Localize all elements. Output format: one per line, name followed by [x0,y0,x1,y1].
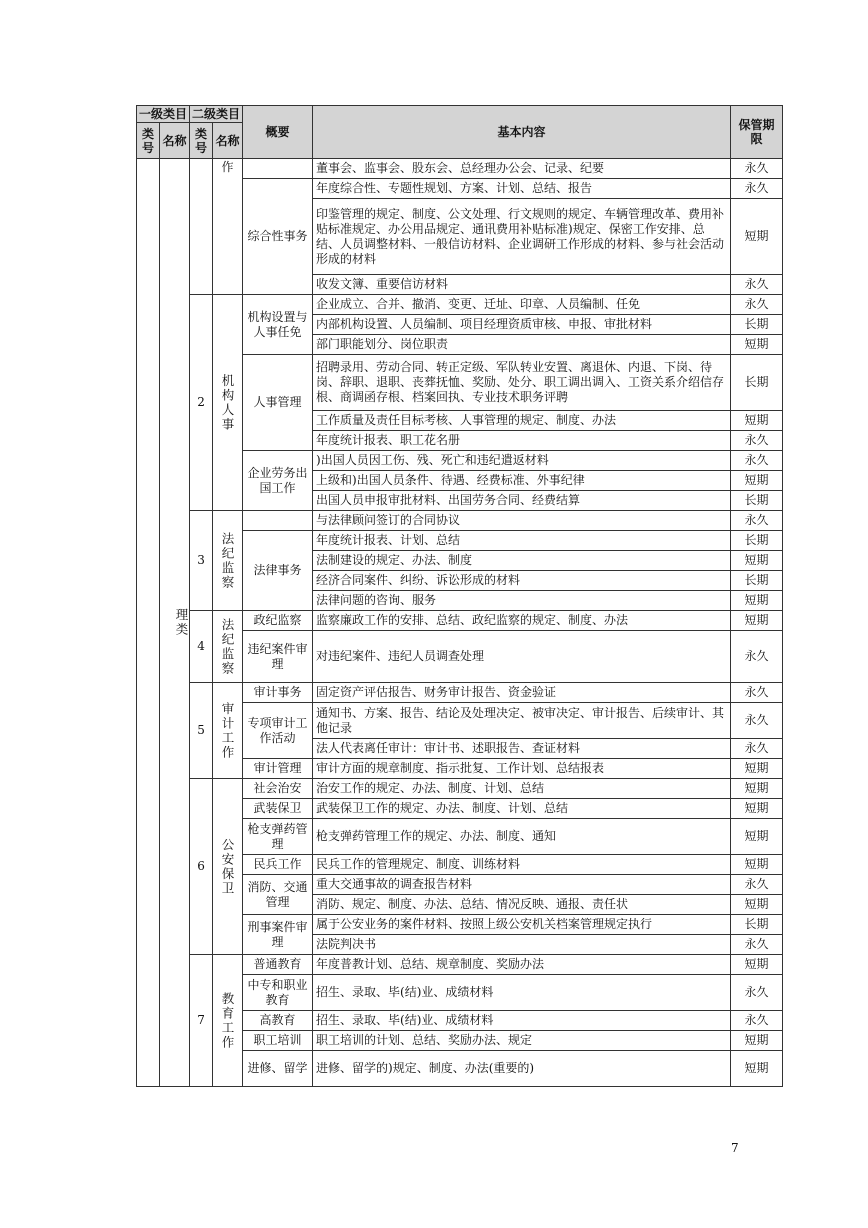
retention-cell: 永久 [731,683,783,703]
retention-cell: 长期 [731,915,783,935]
content-cell: 法院判决书 [313,935,731,955]
section-name: 教育工作 [213,955,243,1087]
retention-cell: 短期 [731,411,783,431]
retention-cell: 短期 [731,759,783,779]
content-cell: 枪支弹药管理工作的规定、办法、制度、通知 [313,819,731,855]
header-name: 名称 [160,123,190,159]
level1-code-cell [137,159,160,1087]
summary-cell: 人事管理 [243,355,313,451]
retention-cell: 永久 [731,975,783,1011]
summary-cell: 审计事务 [243,683,313,703]
summary-cell: 消防、交通管理 [243,875,313,915]
header-level1: 一级类目 [137,106,190,123]
content-cell: 年度统计报表、计划、总结 [313,531,731,551]
retention-cell: 永久 [731,159,783,179]
retention-cell: 永久 [731,739,783,759]
content-cell: 法律问题的咨询、服务 [313,591,731,611]
summary-cell: 高教育 [243,1011,313,1031]
header-name: 名称 [213,123,243,159]
content-cell: 年度综合性、专题性规划、方案、计划、总结、报告 [313,179,731,199]
section-no: 2 [190,295,213,511]
header-level2: 二级类目 [190,106,243,123]
retention-cell: 短期 [731,591,783,611]
header-code: 类号 [137,123,160,159]
retention-cell: 短期 [731,199,783,275]
retention-cell: 永久 [731,179,783,199]
summary-cell: 企业劳务出国工作 [243,451,313,511]
header-retention: 保管期限 [731,106,783,159]
retention-cell: 长期 [731,571,783,591]
retention-cell: 永久 [731,703,783,739]
content-cell: 出国人员申报审批材料、出国劳务合同、经费结算 [313,491,731,511]
archive-retention-table [136,105,783,1087]
content-cell: 消防、规定、制度、办法、总结、情况反映、通报、责任状 [313,895,731,915]
summary-cell: 职工培训 [243,1031,313,1051]
retention-cell: 永久 [731,451,783,471]
content-cell: 部门职能划分、岗位职责 [313,335,731,355]
retention-cell: 短期 [731,819,783,855]
level1-name-cell: 理类 [160,159,190,1087]
section-no: 7 [190,955,213,1087]
summary-cell: 综合性事务 [243,179,313,295]
content-cell: 董事会、监事会、股东会、总经理办公会、记录、纪要 [313,159,731,179]
content-cell: 收发文簿、重要信访材料 [313,275,731,295]
content-cell: 上级和)出国人员条件、待遇、经费标准、外事纪律 [313,471,731,491]
content-cell: 民兵工作的管理规定、制度、训练材料 [313,855,731,875]
summary-cell: 进修、留学 [243,1051,313,1087]
summary-cell: 违纪案件审理 [243,631,313,683]
content-cell: 对违纪案件、违纪人员调查处理 [313,631,731,683]
content-cell: 工作质量及责任目标考核、人事管理的规定、制度、办法 [313,411,731,431]
content-cell: 法制建设的规定、办法、制度 [313,551,731,571]
retention-cell: 短期 [731,611,783,631]
content-cell: 法人代表离任审计：审计书、述职报告、查证材料 [313,739,731,759]
retention-cell: 短期 [731,1031,783,1051]
header-code: 类号 [190,123,213,159]
section-no: 4 [190,611,213,683]
content-cell: 监察廉政工作的安排、总结、政纪监察的规定、制度、办法 [313,611,731,631]
retention-cell: 短期 [731,799,783,819]
section-no: 6 [190,779,213,955]
content-cell: 年度统计报表、职工花名册 [313,431,731,451]
summary-cell: 法律事务 [243,531,313,611]
summary-cell: 专项审计工作活动 [243,703,313,759]
content-cell: 重大交通事故的调查报告材料 [313,875,731,895]
summary-cell: 武装保卫 [243,799,313,819]
retention-cell: 长期 [731,355,783,411]
summary-cell: 机构设置与人事任免 [243,295,313,355]
summary-cell: 刑事案件审理 [243,915,313,955]
retention-cell: 短期 [731,895,783,915]
content-cell: 招生、录取、毕(结)业、成绩材料 [313,1011,731,1031]
summary-cell [243,159,313,179]
retention-cell: 永久 [731,295,783,315]
section-name: 作 [213,159,243,295]
header-summary: 概要 [243,106,313,159]
section-name: 法纪监察 [213,511,243,611]
content-cell: 印鉴管理的规定、制度、公文处理、行文规则的规定、车辆管理改革、费用补贴标准规定、办公用品规定、通讯费用补贴标准)规定、保密工作安排、总结、人员调整材料、一般信访材料、企业调研工作形成的材料、参与社会活动形成的材料 [313,199,731,275]
retention-cell: 永久 [731,935,783,955]
content-cell: 职工培训的计划、总结、奖励办法、规定 [313,1031,731,1051]
retention-cell: 短期 [731,471,783,491]
summary-cell: 审计管理 [243,759,313,779]
content-cell: 属于公安业务的案件材料、按照上级公安机关档案管理规定执行 [313,915,731,935]
content-cell: 治安工作的规定、办法、制度、计划、总结 [313,779,731,799]
summary-cell: 普通教育 [243,955,313,975]
content-cell: 招生、录取、毕(结)业、成绩材料 [313,975,731,1011]
retention-cell: 永久 [731,275,783,295]
section-no: 3 [190,511,213,611]
retention-cell: 长期 [731,531,783,551]
retention-cell: 短期 [731,955,783,975]
retention-cell: 短期 [731,1051,783,1087]
page-number: 7 [731,1141,739,1155]
section-no: 5 [190,683,213,779]
content-cell: 审计方面的规章制度、指示批复、工作计划、总结报表 [313,759,731,779]
summary-cell: 中专和职业教育 [243,975,313,1011]
content-cell: 与法律顾问签订的合同协议 [313,511,731,531]
retention-cell: 短期 [731,551,783,571]
content-cell: 企业成立、合并、撤消、变更、迁址、印章、人员编制、任免 [313,295,731,315]
retention-cell: 永久 [731,431,783,451]
content-cell: 内部机构设置、人员编制、项目经理资质审核、申报、审批材料 [313,315,731,335]
content-cell: 武装保卫工作的规定、办法、制度、计划、总结 [313,799,731,819]
summary-cell: 政纪监察 [243,611,313,631]
retention-cell: 短期 [731,335,783,355]
content-cell: 经济合同案件、纠纷、诉讼形成的材料 [313,571,731,591]
retention-cell: 永久 [731,511,783,531]
retention-cell: 短期 [731,855,783,875]
content-cell: 年度普教计划、总结、规章制度、奖励办法 [313,955,731,975]
summary-cell: 社会治安 [243,779,313,799]
content-cell: 招聘录用、劳动合同、转正定级、军队转业安置、离退休、内退、下岗、待岗、辞职、退职、丧葬抚恤、奖励、处分、职工调出调入、工资关系介绍信存根、商调函存根、档案回执、专业技术职务评聘 [313,355,731,411]
section-name: 公安保卫 [213,779,243,955]
retention-cell: 长期 [731,315,783,335]
section-no [190,159,213,295]
retention-cell: 长期 [731,491,783,511]
retention-cell: 永久 [731,1011,783,1031]
retention-cell: 永久 [731,631,783,683]
summary-cell: 枪支弹药管理 [243,819,313,855]
content-cell: 通知书、方案、报告、结论及处理决定、被审决定、审计报告、后续审计、其他记录 [313,703,731,739]
content-cell: )出国人员因工伤、残、死亡和违纪遣返材料 [313,451,731,471]
summary-cell [243,511,313,531]
content-cell: 固定资产评估报告、财务审计报告、资金验证 [313,683,731,703]
section-name: 审计工作 [213,683,243,779]
section-name: 机构人事 [213,295,243,511]
retention-cell: 短期 [731,779,783,799]
header-content: 基本内容 [313,106,731,159]
section-name: 法纪监察 [213,611,243,683]
content-cell: 进修、留学的)规定、制度、办法(重要的) [313,1051,731,1087]
retention-cell: 永久 [731,875,783,895]
summary-cell: 民兵工作 [243,855,313,875]
